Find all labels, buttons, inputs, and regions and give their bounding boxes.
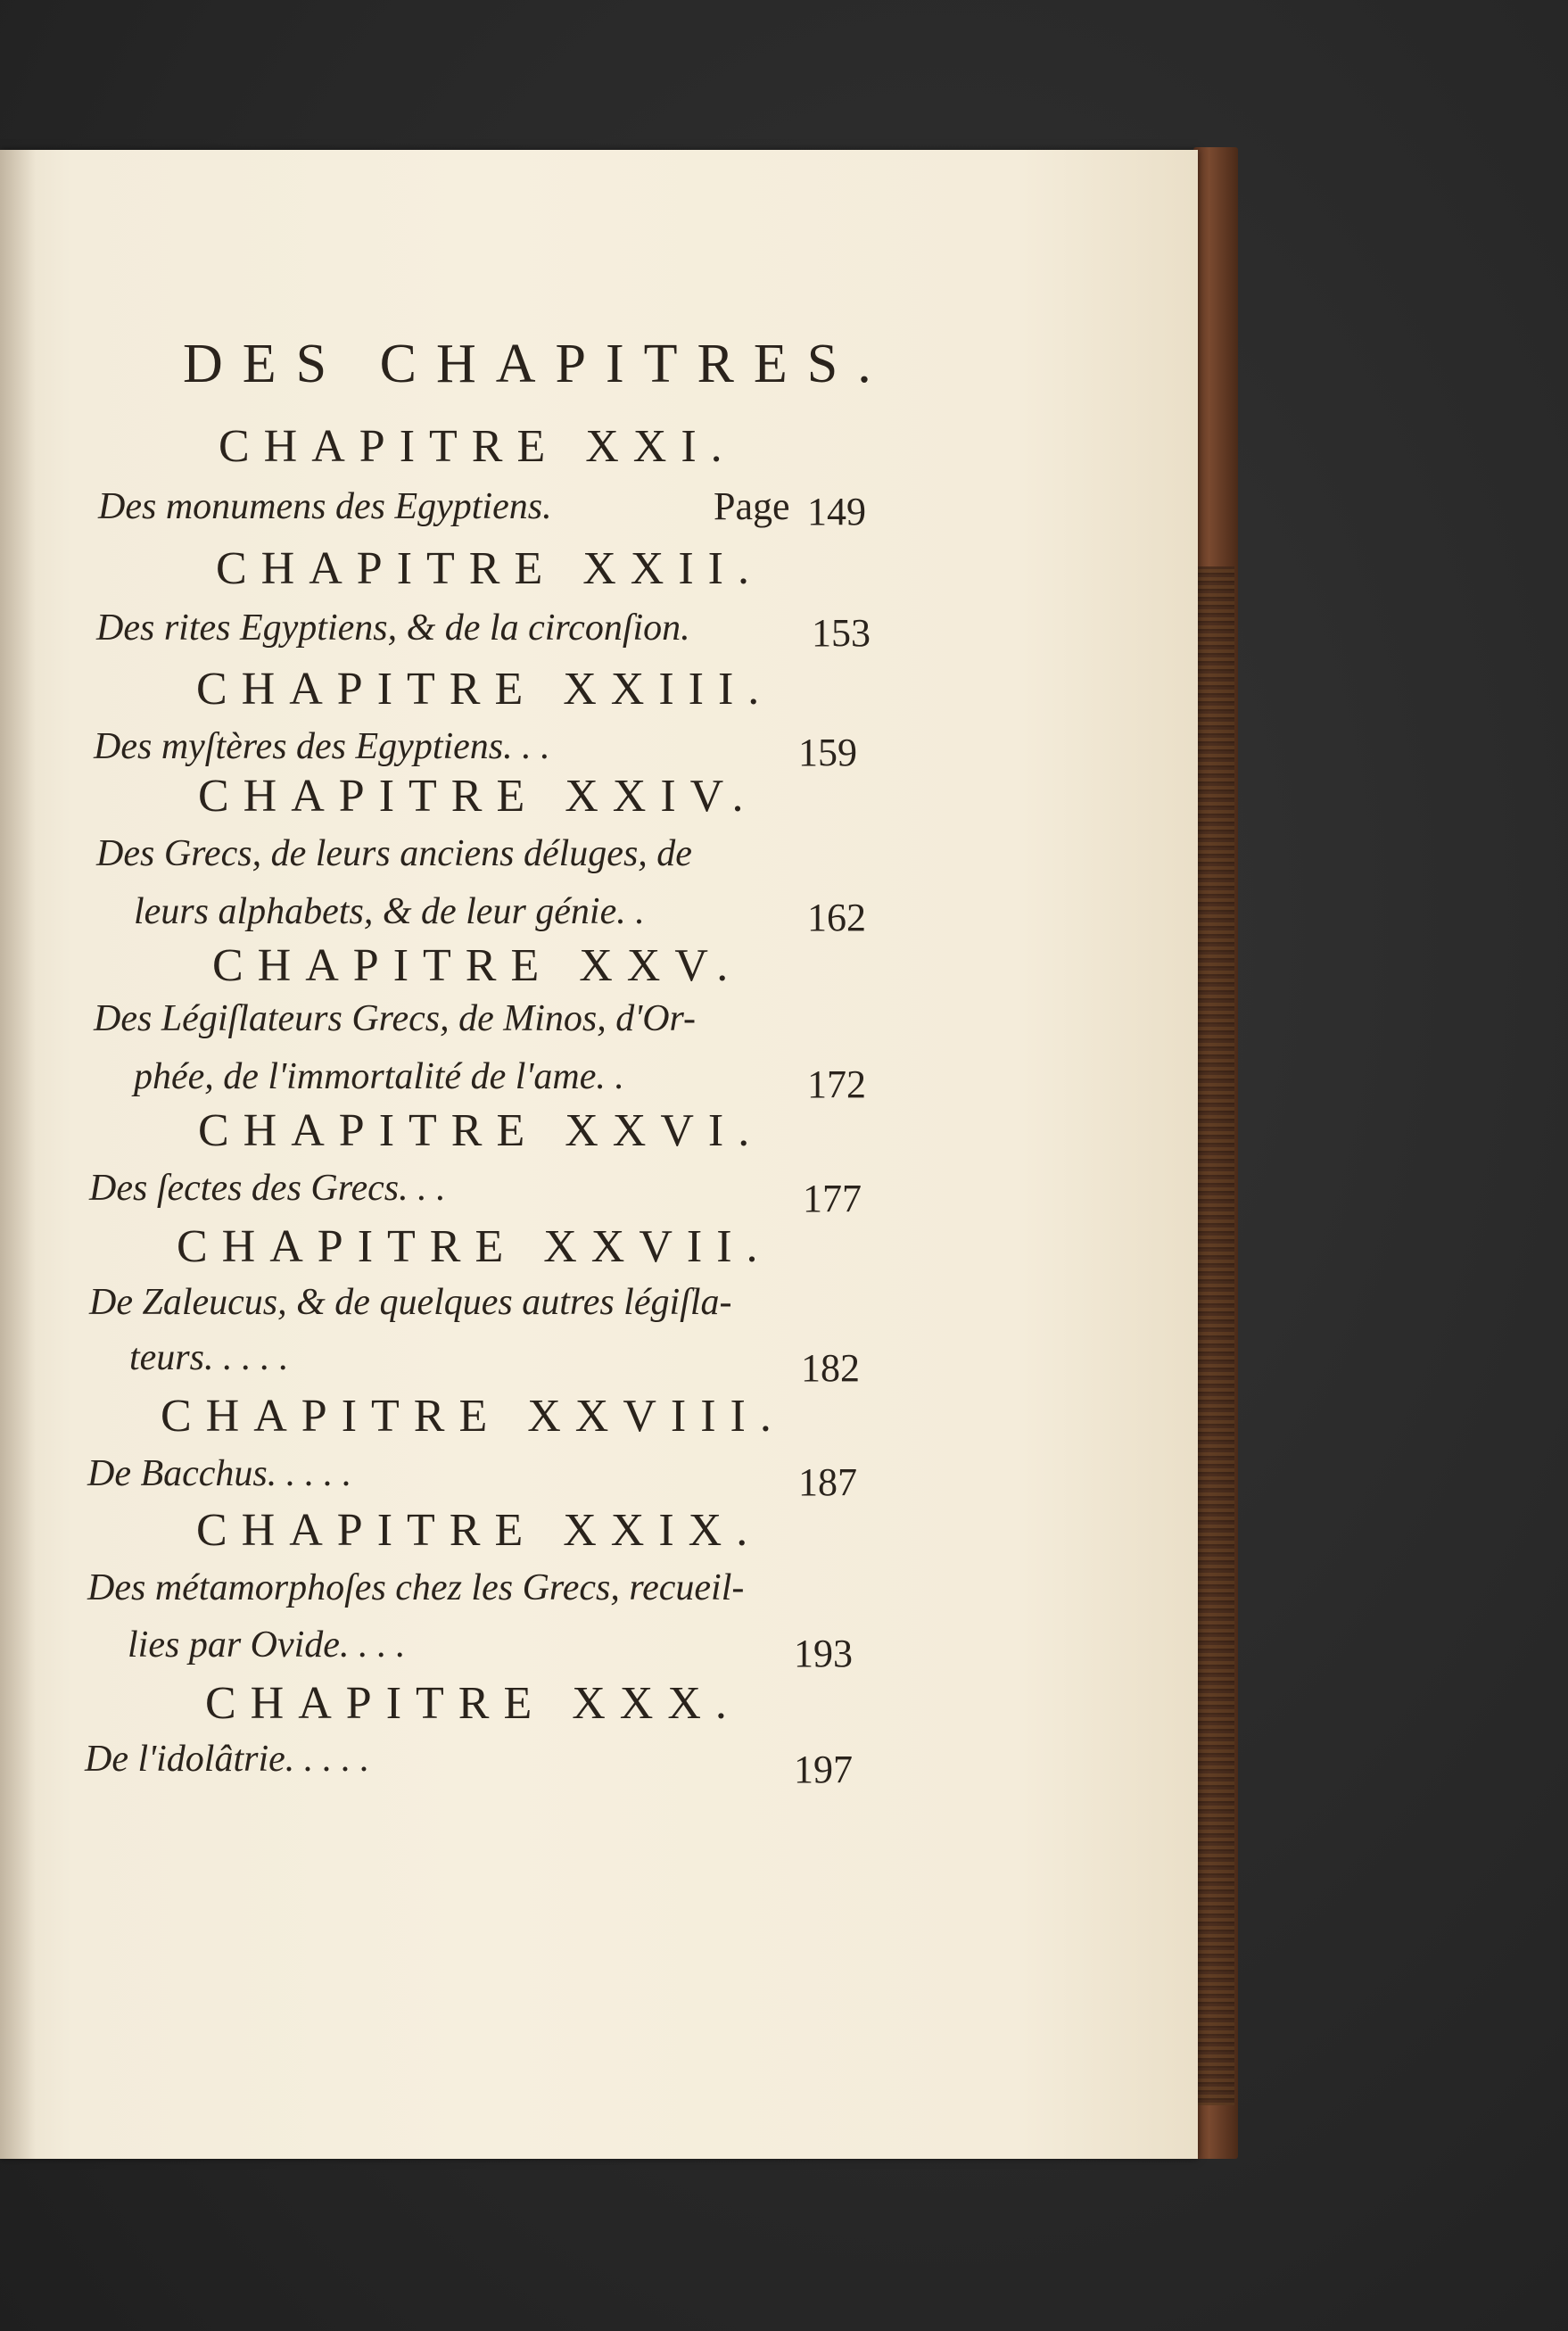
- page-number: 187: [798, 1460, 857, 1504]
- book-page: [0, 150, 1198, 2159]
- chapter-title: Des métamorphoſes chez les Grecs, recueil-: [87, 1567, 745, 1608]
- chapter-heading: CHAPITRE XXV.: [212, 940, 743, 991]
- page-label: Page: [714, 484, 790, 528]
- chapter-title: De Bacchus. . . . .: [87, 1453, 352, 1494]
- chapter-title-continued: phée, de l'immortalité de l'ame. .: [134, 1056, 624, 1097]
- chapter-heading: CHAPITRE XXVII.: [177, 1221, 772, 1272]
- chapter-title-continued: teurs. . . . .: [129, 1337, 289, 1378]
- chapter-heading: CHAPITRE XXIX.: [196, 1505, 763, 1556]
- chapter-heading: CHAPITRE XXVI.: [198, 1105, 764, 1156]
- chapter-title: Des monumens des Egyptiens.: [98, 486, 552, 527]
- page-number: 153: [812, 611, 871, 655]
- chapter-title: De Zaleucus, & de quelques autres légiſla-: [89, 1282, 732, 1323]
- page-number: 193: [794, 1632, 853, 1675]
- page-number: 172: [807, 1062, 866, 1106]
- chapter-heading: CHAPITRE XXIV.: [198, 771, 758, 822]
- table-of-contents: [0, 150, 1198, 2159]
- chapter-title: Des Légiſlateurs Grecs, de Minos, d'Or-: [94, 998, 697, 1039]
- chapter-heading: CHAPITRE XXVIII.: [161, 1391, 786, 1442]
- page-number: 197: [794, 1748, 853, 1791]
- toc-title: DES CHAPITRES.: [183, 334, 891, 394]
- chapter-heading: CHAPITRE XXIII.: [196, 664, 774, 715]
- book-cover-edge: [1193, 147, 1238, 2159]
- chapter-heading: CHAPITRE XXII.: [216, 543, 763, 594]
- chapter-title: Des myſtères des Egyptiens. . .: [94, 726, 550, 767]
- chapter-title-continued: leurs alphabets, & de leur génie. .: [134, 891, 645, 932]
- page-number: 162: [807, 896, 866, 939]
- page-number: 182: [801, 1346, 860, 1390]
- chapter-title: De l'idolâtrie. . . . .: [85, 1739, 370, 1780]
- page-number: 159: [798, 731, 857, 774]
- chapter-heading: CHAPITRE XXI.: [219, 421, 737, 472]
- cover-texture: [1197, 566, 1234, 2105]
- page-number: 177: [803, 1177, 862, 1220]
- page-number: 149: [807, 490, 866, 533]
- chapter-title-continued: lies par Ovide. . . .: [128, 1624, 406, 1666]
- chapter-title: Des rites Egyptiens, & de la circonſion.: [96, 608, 690, 649]
- chapter-title: Des ſectes des Grecs. . .: [89, 1168, 446, 1209]
- chapter-title: Des Grecs, de leurs anciens déluges, de: [96, 833, 692, 874]
- chapter-heading: CHAPITRE XXX.: [205, 1678, 741, 1729]
